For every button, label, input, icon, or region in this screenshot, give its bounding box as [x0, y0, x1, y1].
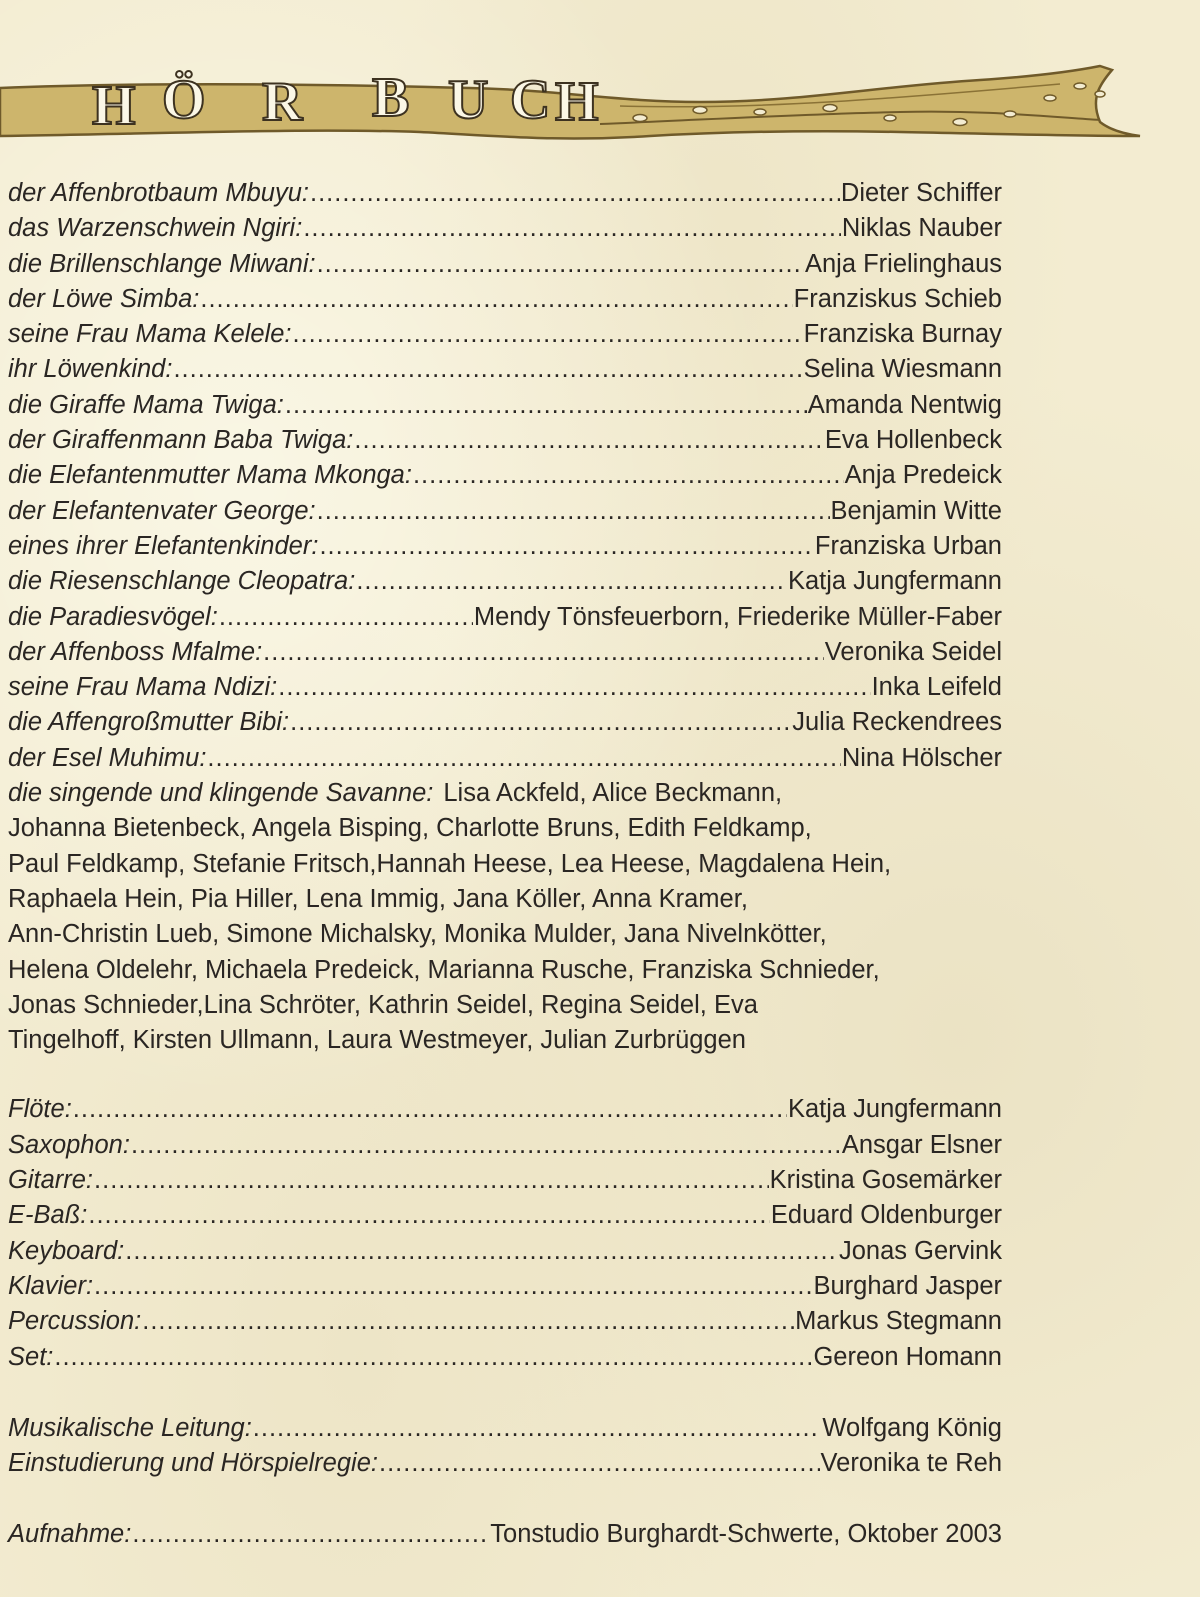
credit-name: Eduard Oldenburger [770, 1201, 1002, 1230]
hoerbuch-banner [0, 62, 1160, 152]
credit-role: die Paradiesvögel: [8, 602, 218, 631]
dot-leader [292, 317, 802, 352]
credit-name: Mendy Tönsfeuerborn, Friederike Müller-Faber [473, 602, 1002, 631]
credit-role: Klavier: [8, 1271, 94, 1300]
credit-role: Percussion: [8, 1307, 142, 1336]
dot-leader [200, 282, 792, 317]
chorus-line: Johanna Bietenbeck, Angela Bisping, Charlotte Bruns, Edith Feldkamp, [8, 814, 812, 843]
credit-role: der Elefantenvater George: [8, 496, 316, 525]
chorus-line: Tingelhoff, Kirsten Ullmann, Laura Westmeyer, Julian Zurbrüggen [8, 1026, 746, 1055]
credit-role: seine Frau Mama Kelele: [8, 320, 292, 349]
dot-leader [317, 494, 830, 529]
chorus-line: Raphaela Hein, Pia Hiller, Lena Immig, Jana Köller, Anna Kramer, [8, 884, 748, 913]
credit-role: der Affenboss Mfalme: [8, 637, 263, 666]
credit-name: Amanda Nentwig [807, 390, 1002, 419]
banner-letter: U [448, 69, 489, 131]
credit-name: Wolfgang König [822, 1413, 1002, 1442]
dot-leader [303, 211, 841, 246]
credit-name: Franziska Burnay [803, 320, 1002, 349]
dot-leader [88, 1198, 770, 1233]
credit-role: die Giraffe Mama Twiga: [8, 390, 284, 419]
credit-role: Saxophon: [8, 1130, 130, 1159]
credit-role: Einstudierung und Hörspielregie: [8, 1449, 378, 1478]
credit-row [8, 705, 1002, 740]
credit-role: die Brillenschlange Miwani: [8, 249, 316, 278]
credit-name: Niklas Nauber [841, 214, 1002, 243]
credit-name: Benjamin Witte [830, 496, 1002, 525]
dot-leader [219, 600, 473, 635]
credit-name: Markus Stegmann [795, 1307, 1002, 1336]
credit-row [8, 741, 1002, 776]
credit-role: die singende und klingende Savanne: [8, 779, 434, 808]
dot-leader [207, 741, 840, 776]
credit-name: Kristina Gosemärker [769, 1166, 1002, 1195]
credit-name: Anja Frielinghaus [804, 249, 1002, 278]
cast-section [8, 176, 1002, 776]
chorus-line: Paul Feldkamp, Stefanie Fritsch,Hannah Heese, Lea Heese, Magdalena Hein, [8, 849, 892, 878]
credit-role: das Warzenschwein Ngiri: [8, 214, 303, 243]
credit-row [8, 494, 1002, 529]
recording-section [8, 1517, 1002, 1552]
credit-row [8, 635, 1002, 670]
credit-name: Dieter Schiffer [840, 179, 1002, 207]
dot-leader [285, 388, 807, 423]
credit-name: Franziska Urban [814, 531, 1002, 560]
dot-leader [379, 1446, 820, 1481]
credit-role: Keyboard: [8, 1236, 125, 1265]
credit-role: Set: [8, 1342, 54, 1371]
credit-row [8, 1163, 1002, 1198]
credit-role: eines ihrer Elefantenkinder: [8, 531, 319, 560]
credit-row [8, 564, 1002, 599]
credit-role: ihr Löwenkind: [8, 355, 173, 384]
credit-name: Franziskus Schieb [793, 284, 1002, 313]
banner-letter: R [262, 71, 303, 133]
credit-row [8, 1092, 1002, 1127]
credit-role: der Giraffenmann Baba Twiga: [8, 426, 354, 455]
banner-letter: H [555, 71, 599, 133]
credit-row [8, 317, 1002, 352]
dot-leader [54, 1340, 812, 1375]
band-section [8, 1092, 1002, 1374]
credit-row [8, 600, 1002, 635]
credit-name: Veronika Seidel [824, 637, 1002, 666]
credit-row [8, 211, 1002, 246]
dot-leader [319, 529, 813, 564]
credit-role: die Affengroßmutter Bibi: [8, 708, 290, 737]
credit-role: der Affenbrotbaum Mbuyu: [8, 179, 309, 207]
credit-row [8, 282, 1002, 317]
credit-row [8, 176, 1002, 211]
dot-leader [125, 1234, 838, 1269]
credit-role: die Riesenschlange Cleopatra: [8, 567, 356, 596]
credit-role: die Elefantenmutter Mama Mkonga: [8, 461, 412, 490]
credit-name: Katja Jungfermann [787, 1095, 1002, 1124]
banner-ribbon-graphic [0, 62, 1160, 152]
credit-name: Nina Hölscher [841, 743, 1002, 772]
credit-row [8, 1269, 1002, 1304]
credit-name: Ansgar Elsner [841, 1130, 1002, 1159]
credit-role: seine Frau Mama Ndizi: [8, 673, 278, 702]
credit-name: Julia Reckendrees [792, 708, 1002, 737]
credit-row [8, 1340, 1002, 1375]
dot-leader [317, 247, 804, 282]
credit-role: Gitarre: [8, 1166, 94, 1195]
dot-leader [263, 635, 824, 670]
dot-leader [173, 352, 802, 387]
dot-leader [132, 1517, 489, 1552]
credit-role: Flöte: [8, 1095, 72, 1124]
banner-letter: Ö [162, 69, 206, 131]
direction-section [8, 1411, 1002, 1482]
credit-row [8, 1198, 1002, 1233]
dot-leader [310, 176, 840, 211]
chorus-line: Jonas Schnieder,Lina Schröter, Kathrin Seidel, Regina Seidel, Eva [8, 990, 758, 1019]
chorus-line: Ann-Christin Lueb, Simone Michalsky, Monika Mulder, Jana Nivelnkötter, [8, 920, 827, 949]
credit-row [8, 352, 1002, 387]
credit-row [8, 529, 1002, 564]
credit-role: E-Baß: [8, 1201, 88, 1230]
credit-role: Musikalische Leitung: [8, 1413, 252, 1442]
credit-row [8, 1517, 1002, 1552]
credit-row [8, 670, 1002, 705]
credit-name: Jonas Gervink [839, 1236, 1002, 1265]
dot-leader [94, 1269, 812, 1304]
credit-name: Selina Wiesmann [803, 355, 1002, 384]
credit-name: Veronika te Reh [820, 1449, 1002, 1478]
credit-row [8, 388, 1002, 423]
banner-letter: C [510, 69, 551, 131]
credit-role: Aufnahme: [8, 1520, 132, 1549]
credits-list [8, 176, 1002, 1553]
banner-letter: B [372, 67, 410, 129]
dot-leader [131, 1128, 841, 1163]
chorus-block [8, 776, 1002, 1058]
credit-name: Eva Hollenbeck [824, 426, 1002, 455]
dot-leader [278, 670, 870, 705]
banner-letter: H [92, 75, 136, 137]
dot-leader [356, 564, 787, 599]
credit-row [8, 247, 1002, 282]
credit-row [8, 1411, 1002, 1446]
dot-leader [73, 1092, 787, 1127]
credit-role: der Esel Muhimu: [8, 743, 207, 772]
credit-row [8, 1446, 1002, 1481]
dot-leader [142, 1304, 794, 1339]
credit-name: Tonstudio Burghardt-Schwerte, Oktober 2003 [490, 1520, 1002, 1549]
credit-row [8, 458, 1002, 493]
dot-leader [94, 1163, 769, 1198]
credit-row [8, 1234, 1002, 1269]
chorus-line: Helena Oldelehr, Michaela Predeick, Marianna Rusche, Franziska Schnieder, [8, 955, 880, 984]
credit-role: der Löwe Simba: [8, 284, 200, 313]
credit-name: Katja Jungfermann [787, 567, 1002, 596]
dot-leader [413, 458, 844, 493]
chorus-line: Lisa Ackfeld, Alice Beckmann, [443, 779, 783, 808]
dot-leader [290, 705, 791, 740]
dot-leader [354, 423, 823, 458]
credit-name: Gereon Homann [813, 1342, 1002, 1371]
dot-leader [253, 1411, 822, 1446]
credit-name: Inka Leifeld [871, 673, 1002, 702]
credit-row [8, 423, 1002, 458]
credit-row [8, 1304, 1002, 1339]
credit-name: Burghard Jasper [813, 1271, 1002, 1300]
credit-name: Anja Predeick [844, 461, 1002, 490]
credit-row [8, 1128, 1002, 1163]
